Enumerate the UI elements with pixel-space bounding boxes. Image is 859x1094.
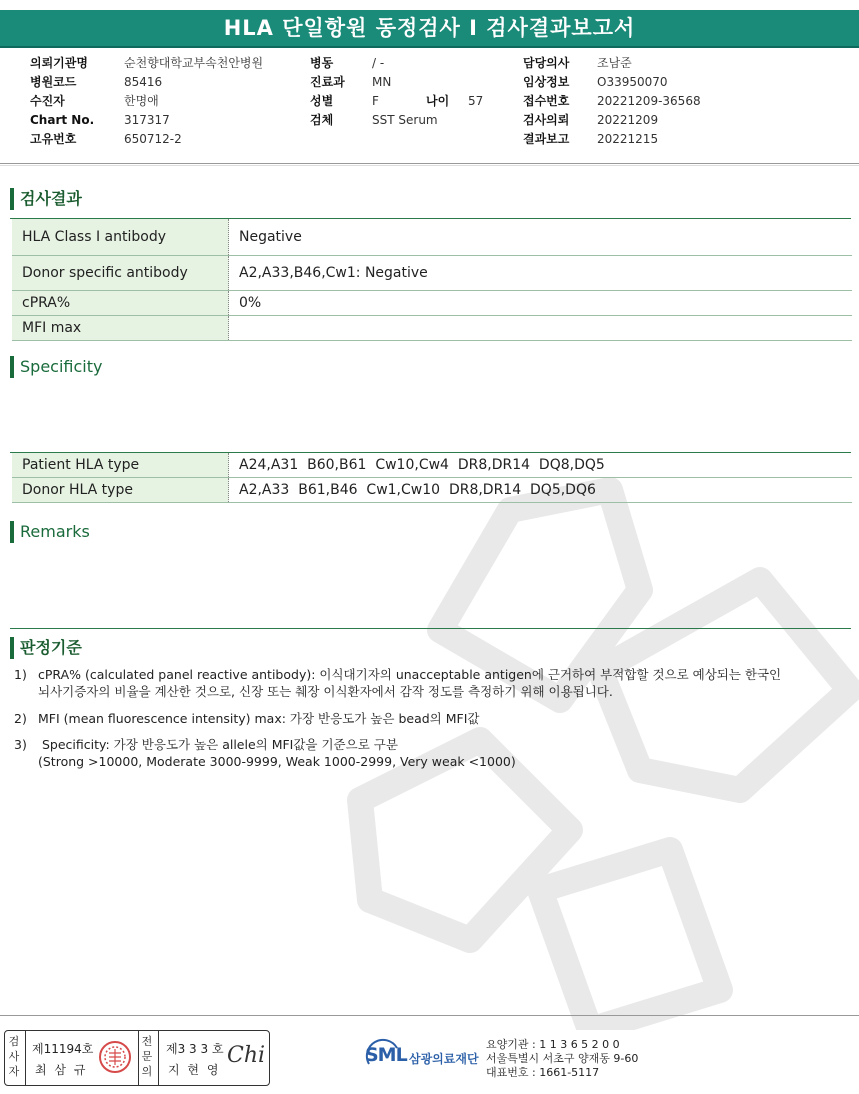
info-label: 검체 xyxy=(310,113,334,127)
department: MN xyxy=(372,75,392,89)
row-value: 0% xyxy=(229,291,853,316)
addr-line: 대표번호 : 1661-5117 xyxy=(486,1066,600,1079)
criteria-line: (Strong >10000, Moderate 3000-9999, Weak 1000-2999, Very weak <1000) xyxy=(38,754,516,769)
criteria-line: MFI (mean fluorescence intensity) max: 가장 반응도가 높은 bead의 MFI값 xyxy=(38,711,480,726)
row-key: MFI max xyxy=(12,316,229,341)
section-heading-criteria: 판정기준 xyxy=(10,637,82,659)
signer1-role-text: 검사자 xyxy=(8,1035,20,1078)
row-key: cPRA% xyxy=(12,291,229,316)
org-address xyxy=(486,1038,638,1080)
specificity-table xyxy=(12,453,852,503)
section-divider xyxy=(10,628,851,629)
row-value: A24,A31 B60,B61 Cw10,Cw4 DR8,DR14 DQ8,DQ5 xyxy=(229,453,853,478)
row-key: Donor HLA type xyxy=(12,478,229,503)
criteria-number: 1) xyxy=(14,667,27,682)
info-label: 접수번호 xyxy=(523,94,570,108)
criteria-list xyxy=(14,666,844,776)
criteria-line: Specificity: 가장 반응도가 높은 allele의 MFI값을 기준으로 구분 xyxy=(38,737,398,752)
sex: F xyxy=(372,94,379,108)
specimen: SST Serum xyxy=(372,113,438,127)
hospital-code: 85416 xyxy=(124,75,163,89)
info-label: 검사의뢰 xyxy=(523,113,570,127)
info-label: 진료과 xyxy=(310,75,345,89)
row-value: Negative xyxy=(229,219,853,256)
row-value: A2,A33 B61,B46 Cw1,Cw10 DR8,DR14 DQ5,DQ6 xyxy=(229,478,853,503)
receipt-no: 20221209-36568 xyxy=(597,94,701,108)
ward: / - xyxy=(372,56,385,70)
addr-line: 서울특별시 서초구 양재동 9-60 xyxy=(486,1052,639,1065)
criteria-line: cPRA% (calculated panel reactive antibody): 이식대기자의 unacceptable antigen에 근거하여 부적합할 것으로 예상되는 한국인 xyxy=(38,667,782,682)
request-date: 20221209 xyxy=(597,113,659,127)
addr-line: 요양기관 : 1 1 3 6 5 2 0 0 xyxy=(486,1038,620,1051)
age-label: 나이 xyxy=(426,94,450,108)
signer2-license: 제3 3 3 호 xyxy=(166,1042,224,1056)
table-row xyxy=(12,478,852,503)
chart-no: 317317 xyxy=(124,113,170,127)
criteria-number: 3) xyxy=(14,737,27,752)
info-label: 임상정보 xyxy=(523,75,570,89)
box-separator xyxy=(25,1031,26,1085)
signer1-license: 제11194호 xyxy=(32,1042,94,1056)
criteria-line: 뇌사기증자의 비율을 계산한 것으로, 신장 또는 췌장 이식환자에서 감작 정도를 측정하기 위해 이용됩니다. xyxy=(38,684,613,699)
info-label: 담당의사 xyxy=(523,56,570,70)
hospital-name: 순천향대학교부속천안병원 xyxy=(124,56,264,70)
info-label: 성별 xyxy=(310,94,334,108)
report-title-bar xyxy=(0,10,859,48)
row-value xyxy=(229,316,853,341)
table-row xyxy=(12,256,852,291)
table-row xyxy=(12,291,852,316)
doctor: 조남준 xyxy=(597,56,632,70)
box-separator xyxy=(138,1031,139,1085)
age-value: 57 xyxy=(468,94,484,108)
footer-divider xyxy=(0,1015,859,1016)
signer2-name: 지 현 영 xyxy=(168,1063,221,1077)
info-label: 병원코드 xyxy=(30,75,77,89)
info-label: 의뢰기관명 xyxy=(30,56,88,70)
row-key: HLA Class I antibody xyxy=(12,219,229,256)
row-key: Patient HLA type xyxy=(12,453,229,478)
org-name: 삼광의료재단 xyxy=(409,1052,479,1066)
table-row xyxy=(12,219,852,256)
header-divider xyxy=(0,163,859,164)
signer2-role-text: 전문의 xyxy=(141,1035,153,1078)
signer1-role xyxy=(8,1034,22,1079)
patient-name: 한명애 xyxy=(124,94,159,108)
info-label: 수진자 xyxy=(30,94,65,108)
row-value: A2,A33,B46,Cw1: Negative xyxy=(229,256,853,291)
info-label: 결과보고 xyxy=(523,132,570,146)
section-heading-remarks: Remarks xyxy=(10,521,90,543)
results-table xyxy=(12,219,852,341)
report-date: 20221215 xyxy=(597,132,659,146)
table-row xyxy=(12,316,852,341)
criteria-number: 2) xyxy=(14,711,27,726)
info-label: Chart No. xyxy=(30,113,95,127)
signature-box xyxy=(4,1030,270,1086)
box-separator xyxy=(158,1031,159,1085)
org-logo-text: SML xyxy=(365,1044,407,1066)
section-heading-results: 검사결과 xyxy=(10,188,82,210)
report-title: HLA 단일항원 동정검사 I 검사결과보고서 xyxy=(223,16,636,40)
info-label: 병동 xyxy=(310,56,334,70)
signature: Chi xyxy=(227,1043,266,1068)
section-heading-specificity: Specificity xyxy=(10,356,102,378)
row-key: Donor specific antibody xyxy=(12,256,229,291)
info-label: 고유번호 xyxy=(30,132,77,146)
signer2-role xyxy=(141,1034,155,1079)
signer1-name: 최 삼 규 xyxy=(35,1063,88,1077)
unique-no: 650712-2 xyxy=(124,132,182,146)
table-row xyxy=(12,453,852,478)
clinical-info: O33950070 xyxy=(597,75,668,89)
seal-icon xyxy=(97,1039,133,1075)
